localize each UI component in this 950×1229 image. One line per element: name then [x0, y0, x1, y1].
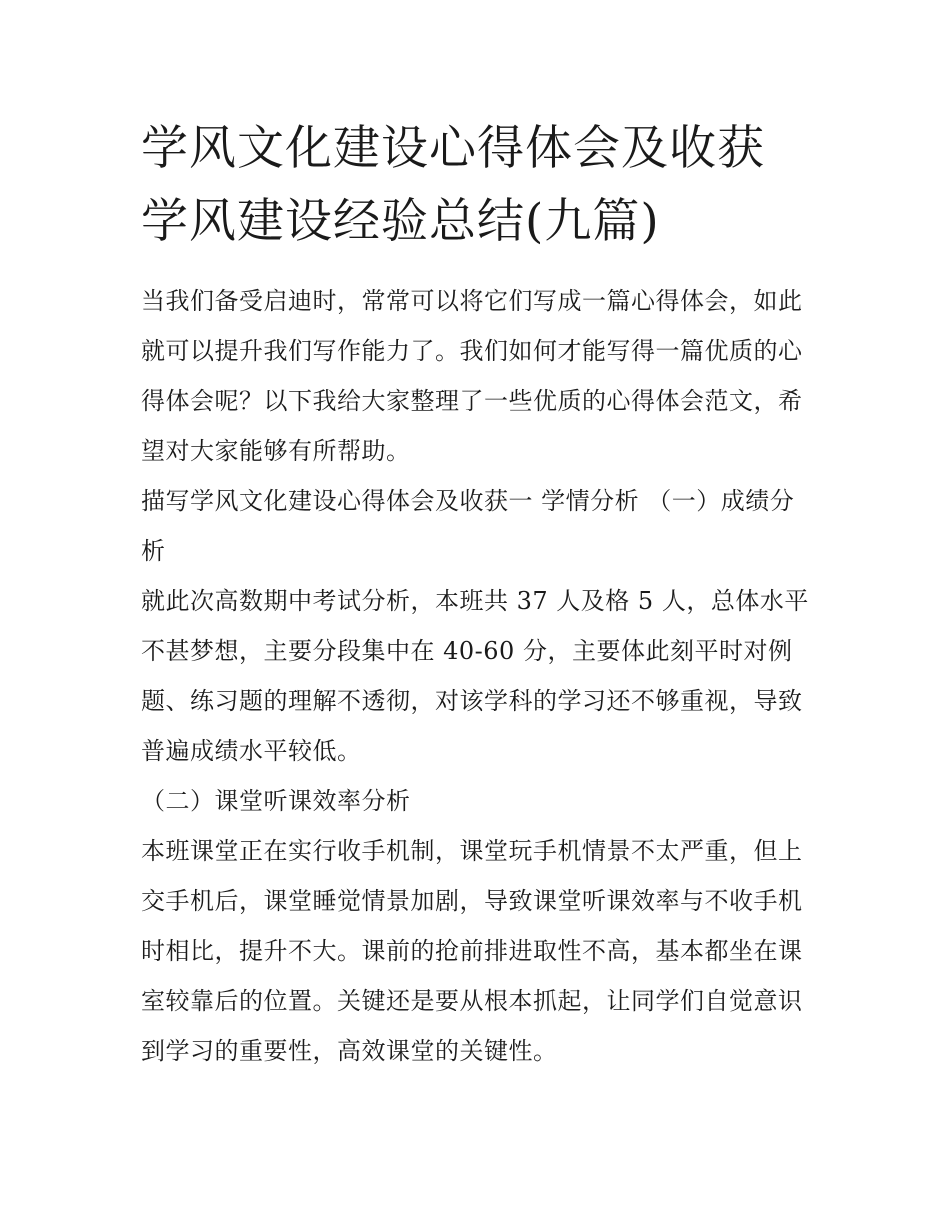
section1-body-line: 不甚梦想，主要分段集中在 40-60 分，主要体此刻平时对例 [141, 637, 793, 665]
intro-line: 望对大家能够有所帮助。 [141, 437, 411, 465]
section1-body-line: 就此次高数期中考试分析，本班共 37 人及格 5 人，总体水平 [141, 587, 809, 615]
section2-body-line: 时相比，提升不大。课前的抢前排进取性不高，基本都坐在课 [141, 937, 803, 965]
section2-body [141, 826, 813, 1076]
section2-body-line: 交手机后，课堂睡觉情景加剧，导致课堂听课效率与不收手机 [141, 887, 803, 915]
document-page [141, 112, 813, 1076]
intro-line: 就可以提升我们写作能力了。我们如何才能写得一篇优质的心 [141, 337, 803, 365]
intro-paragraph [141, 276, 813, 476]
section1-heading-line: 描写学风文化建设心得体会及收获一 学情分析 （一）成绩分 [141, 487, 795, 515]
section2-body-line: 本班课堂正在实行收手机制，课堂玩手机情景不太严重，但上 [141, 837, 803, 865]
section2-body-line: 室较靠后的位置。关键还是要从根本抓起，让同学们自觉意识 [141, 987, 803, 1015]
intro-line: 当我们备受启迪时，常常可以将它们写成一篇心得体会，如此 [141, 287, 803, 315]
section1-body-line: 普遍成绩水平较低。 [141, 737, 362, 765]
title-line-1: 学风文化建设心得体会及收获 [141, 121, 765, 176]
section2-body-line: 到学习的重要性，高效课堂的关键性。 [141, 1037, 558, 1065]
intro-line: 得体会呢？以下我给大家整理了一些优质的心得体会范文，希 [141, 387, 803, 415]
section2-heading: （二）课堂听课效率分析 [141, 787, 411, 815]
title-line-2: 学风建设经验总结(九篇) [141, 194, 660, 249]
section1-body [141, 576, 813, 776]
document-title [141, 112, 813, 258]
section1-body-line: 题、练习题的理解不透彻，对该学科的学习还不够重视，导致 [141, 687, 803, 715]
section1-heading-line: 析 [141, 537, 166, 565]
section1-heading [141, 476, 813, 576]
